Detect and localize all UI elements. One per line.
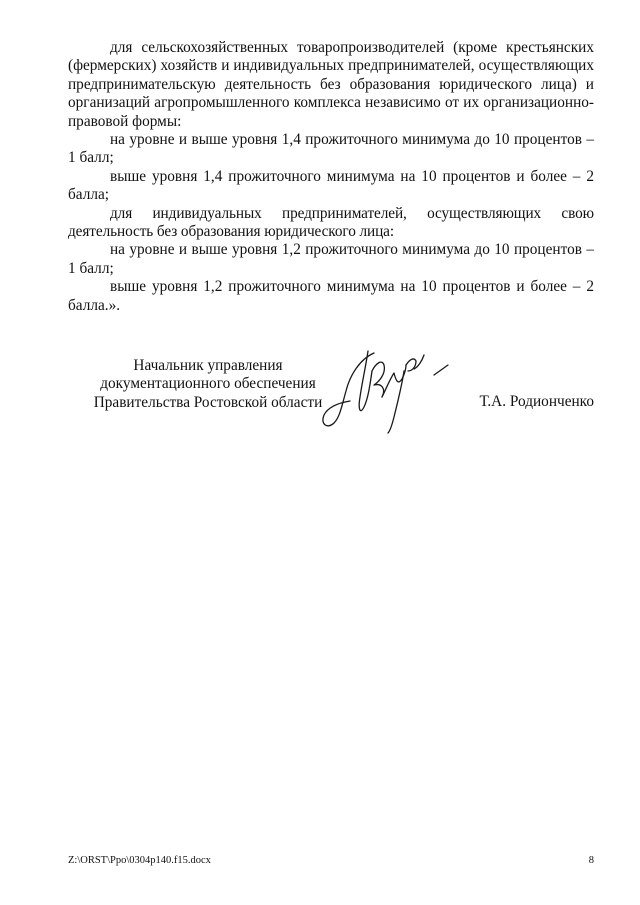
paragraph-1-2-two-points: выше уровня 1,2 прожиточного минимума на 10 процентов и более – 2 балла.». bbox=[68, 278, 594, 314]
paragraph-1-4-two-points: выше уровня 1,4 прожиточного минимума на 10 процентов и более – 2 балла; bbox=[68, 167, 594, 204]
paragraph-individual-entrepreneurs: для индивидуальных предпринимателей, осуществляющих свою деятельность без образования юридического лица: bbox=[68, 204, 594, 241]
document-body bbox=[68, 39, 594, 315]
signer-name: Т.А. Родионченко bbox=[479, 393, 594, 410]
paragraph-1-4-one-point: на уровне и выше уровня 1,4 прожиточного минимума до 10 процентов – 1 балл; bbox=[68, 131, 594, 167]
paragraph-agro-producers: для сельскохозяйственных товаропроизводителей (кроме крестьянских (фермерских) хозяйств и индивидуальных предпринимателей, осуществляющих предпринимательскую деятельность без образования юридического лица) и организаций агропромышленного комплекса независимо от их организационно-правовой формы: bbox=[68, 39, 594, 130]
signatory-position bbox=[68, 357, 348, 412]
position-line: Начальник управления bbox=[133, 357, 283, 374]
paragraph-1-2-one-point: на уровне и выше уровня 1,2 прожиточного минимума до 10 процентов – 1 балл; bbox=[68, 241, 594, 277]
position-line: Правительства Ростовской области bbox=[93, 393, 323, 411]
footer-page-number: 8 bbox=[588, 855, 594, 866]
footer-file-path: Z:\ORST\Ppo\0304p140.f15.docx bbox=[68, 855, 211, 866]
position-line: документационного обеспечения bbox=[100, 375, 316, 393]
handwritten-signature bbox=[316, 345, 456, 435]
